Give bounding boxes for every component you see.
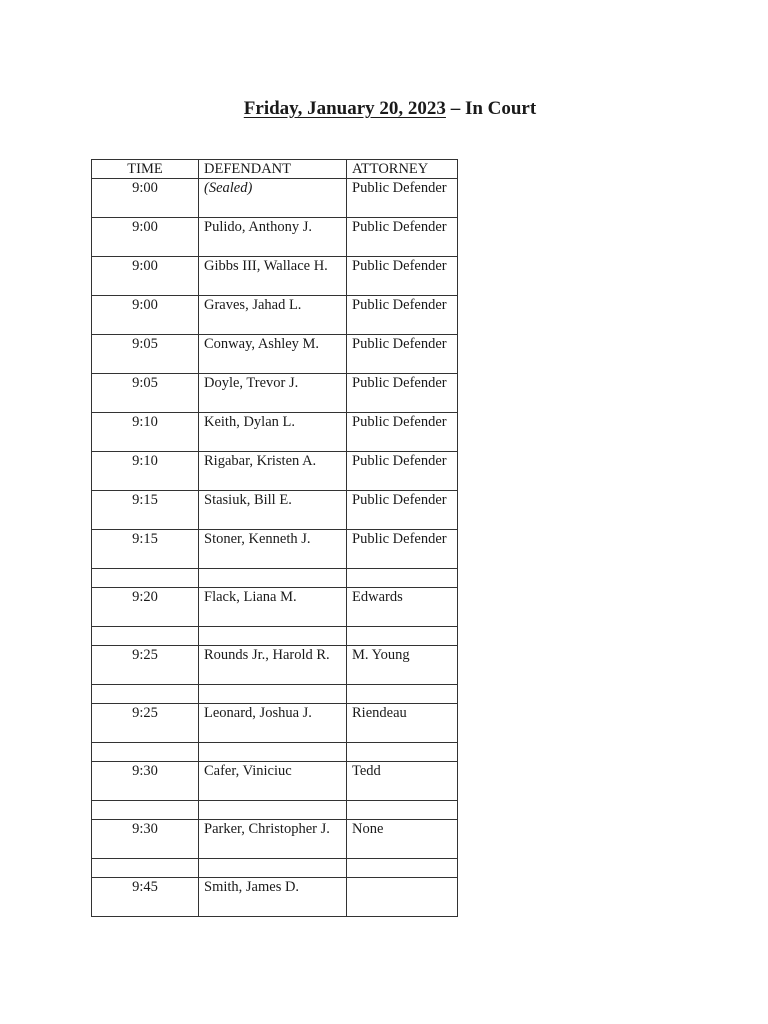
attorney-cell: Public Defender	[347, 296, 458, 335]
title-date: Friday, January 20, 2023	[243, 98, 446, 119]
table-row	[92, 335, 458, 374]
time-cell: 9:30	[92, 762, 199, 801]
empty-cell	[92, 743, 199, 762]
table-row	[92, 878, 458, 917]
table-row	[92, 646, 458, 685]
attorney-cell: Public Defender	[347, 374, 458, 413]
time-cell: 9:05	[92, 374, 199, 413]
time-cell: 9:00	[92, 257, 199, 296]
time-cell: 9:20	[92, 588, 199, 627]
empty-cell	[199, 569, 347, 588]
defendant-cell: Rounds Jr., Harold R.	[199, 646, 347, 685]
defendant-cell: Gibbs III, Wallace H.	[199, 257, 347, 296]
attorney-cell: Public Defender	[347, 335, 458, 374]
title-suffix: – In Court	[445, 98, 537, 119]
table-row	[92, 491, 458, 530]
attorney-cell: Tedd	[347, 762, 458, 801]
defendant-cell: Keith, Dylan L.	[199, 413, 347, 452]
table-row	[92, 257, 458, 296]
defendant-cell: Pulido, Anthony J.	[199, 218, 347, 257]
empty-cell	[347, 685, 458, 704]
table-spacer-row	[92, 569, 458, 588]
empty-cell	[92, 569, 199, 588]
empty-cell	[347, 569, 458, 588]
attorney-cell: Public Defender	[347, 218, 458, 257]
table-row	[92, 530, 458, 569]
defendant-cell: Doyle, Trevor J.	[199, 374, 347, 413]
empty-cell	[199, 627, 347, 646]
time-cell: 9:00	[92, 179, 199, 218]
table-row	[92, 704, 458, 743]
empty-cell	[92, 685, 199, 704]
defendant-cell: Graves, Jahad L.	[199, 296, 347, 335]
attorney-cell: M. Young	[347, 646, 458, 685]
empty-cell	[199, 801, 347, 820]
defendant-cell: Rigabar, Kristen A.	[199, 452, 347, 491]
table-row	[92, 218, 458, 257]
table-row	[92, 820, 458, 859]
empty-cell	[347, 627, 458, 646]
header-attorney: ATTORNEY	[347, 160, 458, 179]
time-cell: 9:15	[92, 491, 199, 530]
table-spacer-row	[92, 685, 458, 704]
time-cell: 9:10	[92, 413, 199, 452]
table-row	[92, 452, 458, 491]
time-cell: 9:05	[92, 335, 199, 374]
defendant-cell: Flack, Liana M.	[199, 588, 347, 627]
table-spacer-row	[92, 801, 458, 820]
table-row	[92, 374, 458, 413]
court-schedule-table	[91, 159, 458, 917]
header-time: TIME	[92, 160, 199, 179]
table-row	[92, 179, 458, 218]
table-spacer-row	[92, 627, 458, 646]
empty-cell	[347, 801, 458, 820]
attorney-cell: Public Defender	[347, 413, 458, 452]
time-cell: 9:25	[92, 704, 199, 743]
page-title	[0, 97, 768, 121]
table-row	[92, 296, 458, 335]
time-cell: 9:45	[92, 878, 199, 917]
table-spacer-row	[92, 859, 458, 878]
attorney-cell: Public Defender	[347, 179, 458, 218]
table-row	[92, 762, 458, 801]
table-spacer-row	[92, 743, 458, 762]
defendant-cell: Leonard, Joshua J.	[199, 704, 347, 743]
attorney-cell: Riendeau	[347, 704, 458, 743]
defendant-cell: Stoner, Kenneth J.	[199, 530, 347, 569]
attorney-cell: Public Defender	[347, 491, 458, 530]
defendant-cell: Conway, Ashley M.	[199, 335, 347, 374]
attorney-cell: Edwards	[347, 588, 458, 627]
time-cell: 9:30	[92, 820, 199, 859]
header-defendant: DEFENDANT	[199, 160, 347, 179]
table-row	[92, 413, 458, 452]
defendant-cell: (Sealed)	[199, 179, 347, 218]
time-cell: 9:00	[92, 296, 199, 335]
defendant-cell: Parker, Christopher J.	[199, 820, 347, 859]
attorney-cell	[347, 878, 458, 917]
table-body	[92, 179, 458, 917]
empty-cell	[92, 859, 199, 878]
attorney-cell: Public Defender	[347, 452, 458, 491]
defendant-cell: Smith, James D.	[199, 878, 347, 917]
empty-cell	[92, 627, 199, 646]
defendant-cell: Stasiuk, Bill E.	[199, 491, 347, 530]
attorney-cell: Public Defender	[347, 257, 458, 296]
empty-cell	[347, 743, 458, 762]
table-header-row	[92, 160, 458, 179]
empty-cell	[199, 685, 347, 704]
empty-cell	[199, 743, 347, 762]
empty-cell	[92, 801, 199, 820]
table-row	[92, 588, 458, 627]
time-cell: 9:25	[92, 646, 199, 685]
time-cell: 9:10	[92, 452, 199, 491]
defendant-cell: Cafer, Viniciuc	[199, 762, 347, 801]
attorney-cell: None	[347, 820, 458, 859]
time-cell: 9:00	[92, 218, 199, 257]
empty-cell	[199, 859, 347, 878]
time-cell: 9:15	[92, 530, 199, 569]
attorney-cell: Public Defender	[347, 530, 458, 569]
empty-cell	[347, 859, 458, 878]
